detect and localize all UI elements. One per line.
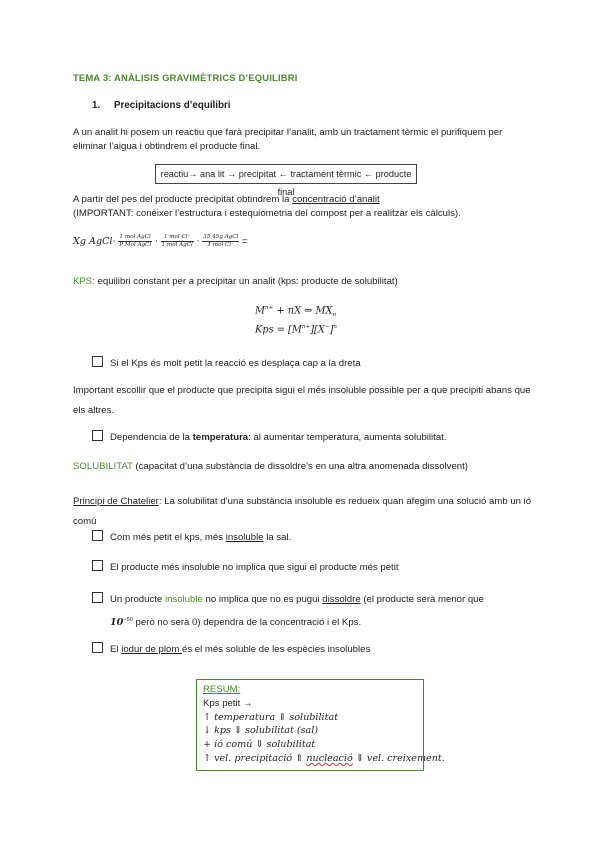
fraction-2-den: 1 mol AgCl	[161, 242, 193, 248]
fraction-1-den: P Mol AgCl	[119, 242, 152, 248]
important-paragraph: Important escollir que el producte que precipita sigui el més insoluble possible per a que precipiti abans que els altres.	[73, 385, 531, 416]
section-heading	[92, 100, 231, 111]
solubility-label: SOLUBILITAT	[73, 461, 133, 472]
mass-note: (IMPORTANT: conèixer l’estructura i estequiometria del compost per a realitzar els càlculs).	[73, 208, 461, 219]
fraction-3-den: 1 mol Cl⁻	[207, 242, 235, 248]
summary-box	[196, 679, 445, 771]
checkbox[interactable]	[92, 642, 103, 653]
fraction-2-num: 1 mol Cl⁻	[161, 234, 194, 242]
summary-line: Kps petit →	[203, 697, 253, 709]
kps-equation: Kps = $[M^{n+}][X^-]^n$	[255, 324, 337, 336]
chatelier-link: Principi de Chatelier	[73, 496, 159, 507]
checkbox[interactable]	[92, 592, 103, 603]
page-title: TEMA 3: ANÀLISIS GRAVIMÈTRICS D’EQUILIBRI	[73, 72, 298, 83]
fraction-2	[161, 234, 194, 249]
summary-line: + ió comú ⇓ solubilitat	[203, 739, 316, 751]
section-label: Precipitacions d’equilibri	[114, 100, 231, 111]
summary-title: RESUM:	[203, 684, 241, 695]
concentration-link: concentració d’analit	[292, 194, 380, 205]
check-item-kps: Si el Kps és molt petit la reacció es desplaça cap a la dreta	[92, 356, 361, 371]
formula-lead: Xg AgCl·	[73, 236, 116, 248]
check-item-smallest: El producte més insoluble no implica que sigui el producte més petit	[92, 560, 399, 575]
summary-line: ↑ vel. precipitació ⇑ nucleació ⇓ vel. creixement.	[203, 752, 445, 764]
kps-paragraph	[73, 275, 533, 289]
fraction-1-num: 1 mol AgCl	[119, 234, 151, 240]
check-item-dissolve: Un producte insoluble no implica que no es pugui dissoldre (el producte serà menor que $10^{-50}$ però no serà 0) dependra de la concentració i el Kps.	[92, 590, 522, 633]
fraction-3-num: 35,45g AgCl	[203, 234, 239, 240]
check-item-insoluble: Com més petit el kps, més insoluble la sal.	[92, 530, 291, 545]
intro-paragraph: A un analit hi posem un reactiu que farà precipitar l’analit, amb un tractament tèrmic el purifiquem per eliminar l’aigua i obtindrem el producte final.	[73, 127, 503, 152]
formula-equals: =	[241, 236, 248, 248]
fraction-3	[202, 234, 239, 249]
checkbox[interactable]	[92, 530, 103, 541]
solubility-paragraph: SOLUBILITAT (capacitat d’una substància de dissoldre’s en una altra anomenada dissolvent)	[73, 461, 468, 472]
kps-text: equilibri constant per a precipitar un analit (kps: producte de solubilitat)	[94, 276, 398, 287]
checkbox[interactable]	[92, 560, 103, 571]
checkbox[interactable]	[92, 356, 103, 367]
chatelier-paragraph: Principi de Chatelier: La solubilitat d’una substància insoluble es redueix quan afegim una solució amb un ió comú	[73, 496, 532, 527]
mass-text: A partir del pes del producte precipitat obtindrem la	[73, 194, 293, 205]
check-item-temperature: Dependencia de la temperatura: al aumentar temperatura, aumenta solubilitat.	[92, 430, 447, 445]
process-box: reactiu→ ana lit → precipitat ← tractament tèrmic ← producte final	[155, 164, 417, 184]
section-number: 1.	[92, 100, 101, 111]
mass-paragraph	[73, 193, 533, 221]
checkbox[interactable]	[92, 430, 103, 441]
equilibrium-equation: $M^{n+}$ + nX ⇔ $MX_n$	[255, 305, 337, 319]
formula: Xg AgCl· $\frac{\text{1 mol AgCl}}{\text{P Mol AgCl}}$ · $\frac{\text{1 mol Cl⁻}}{\text{1 mol AgCl}}$ · $\frac{\text{35,45g AgCl}}{\text{1 mol Cl⁻}}$ =	[73, 234, 248, 248]
fraction-1	[118, 234, 152, 249]
check-item-iodide: El iodur de plom és el més soluble de les espècies insolubles	[92, 642, 370, 657]
kps-label: KPS:	[73, 276, 95, 287]
summary-line: ↑ temperatura ⇑ solubilitat	[203, 711, 339, 723]
summary-line: ↓ kps ⇓ solubilitat (sal)	[203, 725, 319, 737]
